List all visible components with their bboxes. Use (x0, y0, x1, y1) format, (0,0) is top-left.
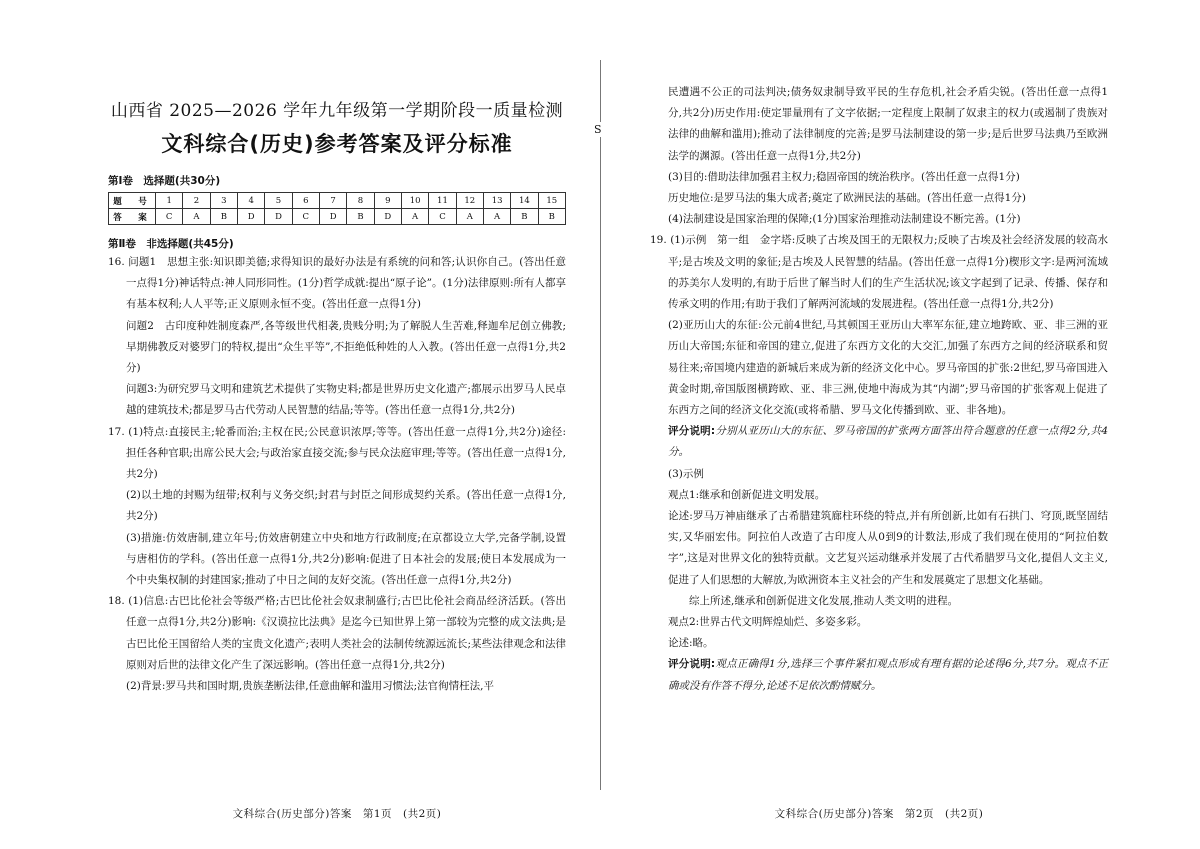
scoring-note-label: 评分说明: (668, 658, 716, 671)
q18-part4: (4)法制建设是国家治理的保障;(1分)国家治理推动法制建设不断完善。(1分) (668, 213, 1021, 226)
answer-cell: C (156, 209, 183, 225)
q16-part2: 问题2 古印度种姓制度森严,各等级世代相袭,贵贱分明;为了解脱人生苦难,释迦牟尼创立佛教;早期佛教反对婆罗门的特权,提出“众生平等”,不拒绝低种姓的人入教。(答出任意一点得1分,共2分) (126, 319, 566, 375)
q18-part1: 18. (1)信息:古巴比伦社会等级严格;古巴比伦社会奴隶制盛行;古巴比伦社会商品经济活跃。(答出任意一点得1分,共2分)影响:《汉谟拉比法典》是迄今已知世界上第一部较为完整的成文法典;是古巴比伦王国留给人类的宝贵文化遗产;表明人类社会的法制传统源远流长;某些法律观念和法律原则对后世的法律文化产生了深远影响。(答出任意一点得1分,共2分) (108, 595, 566, 671)
q18-part2: (2)背景:罗马共和国时期,贵族垄断法律,任意曲解和滥用习惯法;法官徇情枉法,平 (126, 680, 494, 693)
question-number: 10 (401, 193, 428, 209)
viewpoint-2: 观点2:世界古代文明辉煌灿烂、多姿多彩。 (668, 616, 868, 629)
answer-cell: A (483, 209, 510, 225)
q17-part3: (3)措施:仿效唐制,建立年号;仿效唐朝建立中央和地方行政制度;在京都设立大学,完备学制,设置与唐相仿的学科。(答出任意一点得1分,共2分)影响:促进了日本社会的发展;使日本发展成为一个中央集权制的封建国家;推动了中日之间的友好交流。(答出任意一点得1分,共2分) (126, 531, 566, 587)
divider-mark: S (594, 123, 602, 136)
question-number: 11 (429, 193, 456, 209)
q19-part2: (2)亚历山大的东征:公元前4世纪,马其顿国王亚历山大率军东征,建立地跨欧、亚、非三洲的亚历山大帝国;东征和帝国的建立,促进了东西方文化的大交汇,加强了东西方之间的经济联系和贸易往来;帝国境内建造的新城后来成为新的经济文化中心。罗马帝国的扩张:2世纪,罗马帝国进入黄金时期,帝国版图横跨欧、亚、非三洲,使地中海成为其“内湖”;罗马帝国的扩张客观上促进了东西方之间的经济文化交流(或将希腊、罗马文化传播到欧、亚、非各地)。 (668, 319, 1108, 417)
conclusion: 综上所述,继承和创新促进文化发展,推动人类文明的进程。 (689, 594, 959, 607)
left-footer: 文科综合(历史部分)答案 第1页 (共2页) (232, 808, 442, 820)
answer-cell: D (265, 209, 292, 225)
question-number: 6 (292, 193, 319, 209)
q16-part3: 问题3:为研究罗马文明和建筑艺术提供了实物史料;都是世界历史文化遗产;都展示出罗马人民卓越的建筑技术;都是罗马古代劳动人民智慧的结晶;等等。(答出任意一点得1分,共2分) (126, 383, 566, 417)
answer-cell: B (347, 209, 374, 225)
question-number: 4 (237, 193, 264, 209)
right-page (650, 0, 1108, 849)
answer-cell: B (511, 209, 538, 225)
q17-part2: (2)以土地的封赐为纽带;权利与义务交织;封君与封臣之间形成契约关系。(答出任意一点得1分,共2分) (126, 489, 566, 523)
viewpoint-1: 观点1:继承和创新促进文明发展。 (668, 488, 826, 501)
left-answers (108, 252, 566, 697)
answer-cell: C (292, 209, 319, 225)
q19-scoring-note-2 (650, 654, 1108, 696)
q16-part1: 16. 问题1 思想主张:知识即美德;求得知识的最好办法是有系统的问和答;认识你自己。(答出任意一点得1分)神话特点:神人同形同性。(1分)哲学成就:提出“原子论”。(1分)法律原则:所有人都享有基本权利;人人平等;正义原则永恒不变。(答出任意一点得1分) (108, 256, 566, 311)
q18-part3-status: 历史地位:是罗马法的集大成者;奠定了欧洲民法的基础。(答出任意一点得1分) (668, 192, 1026, 205)
exam-title: 山西省 2025—2026 学年九年级第一学期阶段一质量检测 (110, 101, 564, 121)
question-number: 2 (183, 193, 210, 209)
question-number: 14 (511, 193, 538, 209)
left-page (108, 0, 566, 849)
question-number: 12 (456, 193, 483, 209)
answer-cell: D (374, 209, 401, 225)
q17-part1: 17. (1)特点:直接民主;轮番而治;主权在民;公民意识浓厚;等等。(答出任意一点得1分,共2分)途径:担任各种官职;出席公民大会;与政治家直接交流;参与民众法庭审理;等等。(答出任意一点得1分,共2分) (108, 425, 566, 481)
q19-part3-heading: (3)示例 (668, 467, 704, 480)
question-number-row (109, 193, 566, 209)
question-number: 9 (374, 193, 401, 209)
answer-cell: D (237, 209, 264, 225)
section-1-heading: 第Ⅰ卷 选择题(共30分) (108, 175, 221, 187)
scoring-note-text: 观点正确得1分,选择三个事件紧扣观点形成有理有据的论述得6分,共7分。观点不正确或没有作答不得分,论述不足依次酌情赋分。 (668, 658, 1108, 692)
section-2-heading: 第Ⅱ卷 非选择题(共45分) (108, 238, 234, 250)
question-number: 7 (319, 193, 346, 209)
answer-key-title: 文科综合(历史)参考答案及评分标准 (161, 132, 513, 156)
q18-part3-purpose: (3)目的:借助法律加强君主权力;稳固帝国的统治秩序。(答出任意一点得1分) (668, 170, 1020, 183)
question-number: 5 (265, 193, 292, 209)
q19-part1: 19. (1)示例 第一组 金字塔:反映了古埃及国王的无限权力;反映了古埃及社会经济发展的较高水平;是古埃及文明的象征;是古埃及人民智慧的结晶。(答出任意一点得1分)楔形文字:是两河流域的苏美尔人发明的,有助于后世了解当时人们的生产生活状况;该文字起到了记录、传播、保存和传承文明的作用;有助于我们了解两河流域的发展进程。(答出任意一点得1分,共2分) (650, 234, 1108, 311)
row-header: 答 案 (109, 209, 156, 225)
answer-cell: A (183, 209, 210, 225)
q19-scoring-note-1 (650, 421, 1108, 463)
scoring-note-label: 评分说明: (668, 425, 716, 438)
q18-part2-cont: 民遭遇不公正的司法判决;债务奴隶制导致平民的生存危机,社会矛盾尖锐。(答出任意一点得1分,共2分)历史作用:使定罪量刑有了文字依据;一定程度上限制了奴隶主的权力(或遏制了贵族对法律的曲解和滥用);推动了法律制度的完善;是罗马法制建设的第一步;是后世罗马法典乃至欧洲法学的渊源。(答出任意一点得1分,共2分) (668, 86, 1108, 162)
answer-cell: A (456, 209, 483, 225)
answer-cell: B (210, 209, 237, 225)
question-number: 1 (156, 193, 183, 209)
question-number: 3 (210, 193, 237, 209)
question-number: 8 (347, 193, 374, 209)
answer-cell: D (319, 209, 346, 225)
question-number: 13 (483, 193, 510, 209)
argument-1: 论述:罗马万神庙继承了古希腊建筑廊柱环绕的特点,并有所创新,比如有石拱门、穹顶,既坚固结实,又华丽宏伟。阿拉伯人改造了古印度人从0到9的计数法,形成了我们现在使用的“阿拉伯数字”,这是对世界文化的独特贡献。文艺复兴运动继承并发展了古代希腊罗马文化,提倡人文主义,促进了人们思想的大解放,为欧洲资本主义社会的产生和发展奠定了思想文化基础。 (668, 510, 1108, 586)
answer-cell: B (538, 209, 565, 225)
page-divider (600, 60, 601, 790)
answer-row (109, 209, 566, 225)
argument-2: 论述:略。 (668, 637, 714, 650)
answer-cell: A (401, 209, 428, 225)
scoring-note-text: 分别从亚历山大的东征、罗马帝国的扩张两方面答出符合题意的任意一点得2分,共4分。 (668, 425, 1109, 459)
right-answers (650, 82, 1108, 697)
answer-table (108, 192, 566, 225)
row-header: 题 号 (109, 193, 156, 209)
answer-cell: C (429, 209, 456, 225)
right-footer: 文科综合(历史部分)答案 第2页 (共2页) (774, 808, 984, 820)
question-number: 15 (538, 193, 565, 209)
